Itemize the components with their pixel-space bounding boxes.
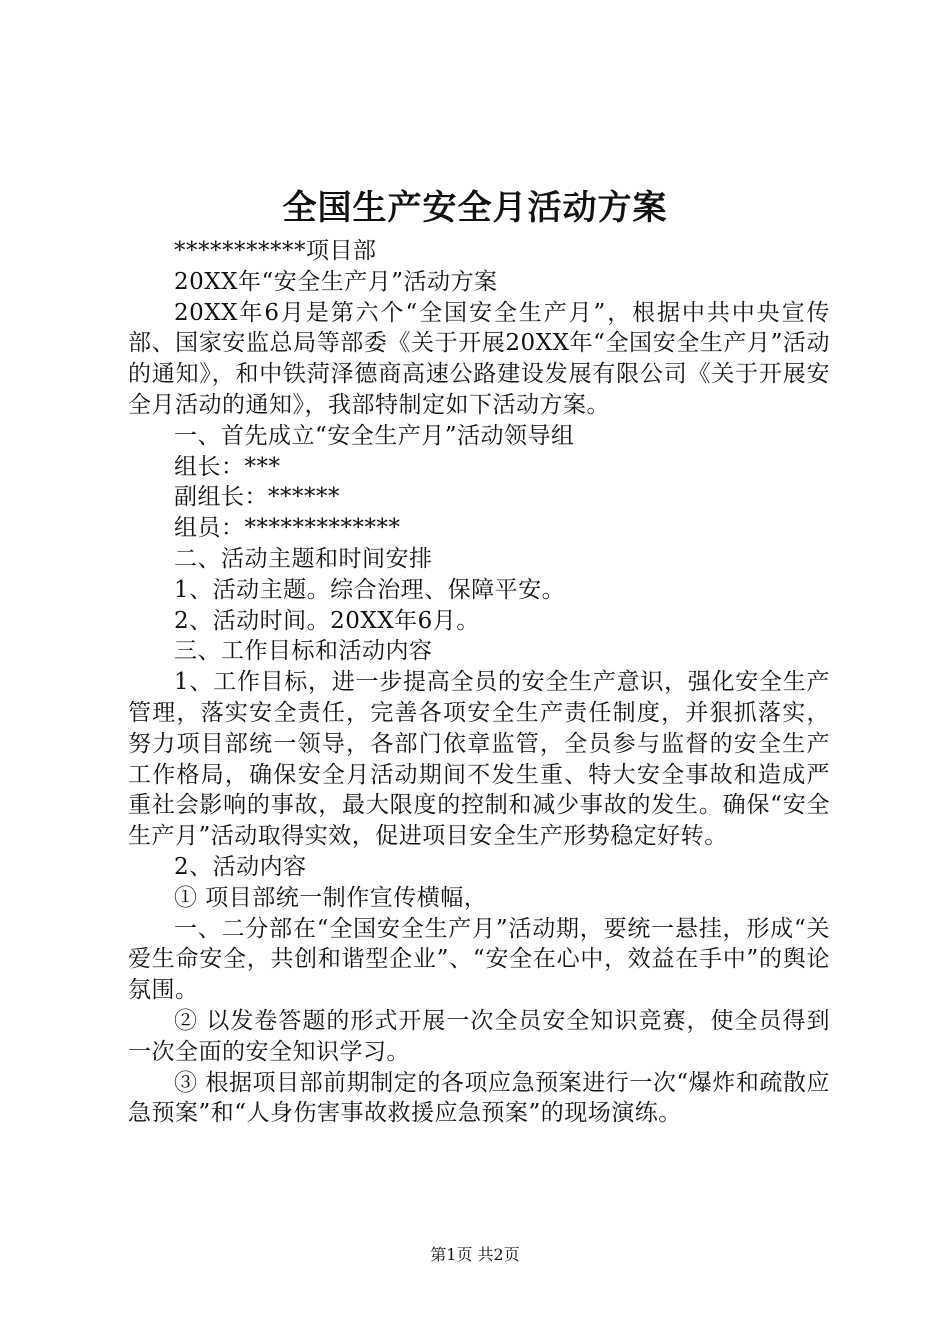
paragraph-item-2: ② 以发卷答题的形式开展一次全员安全知识竞赛，使全员得到一次全面的安全知识学习。 [128,1007,830,1065]
document-title: 全国生产安全月活动方案 [282,188,668,228]
paragraph-time: 2、活动时间。20XX年6月。 [174,607,480,634]
paragraph-project-dept: ***********项目部 [174,238,377,264]
paragraph-section-3-heading: 三、工作目标和活动内容 [174,638,433,665]
paragraph-activity-content: 2、活动内容 [174,853,307,880]
paragraph-work-goal: 1、工作目标，进一步提高全员的安全生产意识，强化安全生产管理，落实安全责任，完善各项安全生产责任制度，并狠抓落实，努力项目部统一领导，各部门依章监管，全员参与监督的安全生产工作格局，确保安全月活动期间不发生重、特大安全事故和造成严重社会影响的事故，最大限度的控制和减少事故的发生。确保“安全生产月”活动取得实效，促进项目安全生产形势稳定好转。 [128,669,830,850]
paragraph-item-3: ③ 根据项目部前期制定的各项应急预案进行一次“爆炸和疏散应急预案”和“人身伤害事故救援应急预案”的现场演练。 [128,1069,830,1127]
paragraph-plan-name: 20XX年“安全生产月”活动方案 [174,268,498,295]
paragraph-members: 组员：************* [174,515,401,542]
paragraph-theme: 1、活动主题。综合治理、保障平安。 [174,576,566,603]
paragraph-item-1-detail: 一、二分部在“全国安全生产月”活动期，要统一悬挂，形成“关爱生命安全，共创和谐型企业”、“安全在心中，效益在手中”的舆论氛围。 [128,915,830,1004]
paragraph-intro: 20XX年6月是第六个“全国安全生产月”，根据中共中央宣传部、国家安监总局等部委《关于开展20XX年“全国安全生产月”活动的通知》，和中铁菏泽德商高速公路建设发展有限公司《关于开展安全月活动的通知》，我部特制定如下活动方案。 [128,299,830,418]
paragraph-leader: 组长：*** [174,453,281,480]
paragraph-item-1: ① 项目部统一制作宣传横幅， [174,884,488,911]
page-number: 第1页 共2页 [430,1245,520,1264]
document-body [128,236,830,1129]
paragraph-section-1-heading: 一、首先成立“安全生产月”活动领导组 [174,422,575,449]
paragraph-section-2-heading: 二、活动主题和时间安排 [174,545,433,572]
paragraph-deputy-leader: 副组长：****** [174,484,340,511]
